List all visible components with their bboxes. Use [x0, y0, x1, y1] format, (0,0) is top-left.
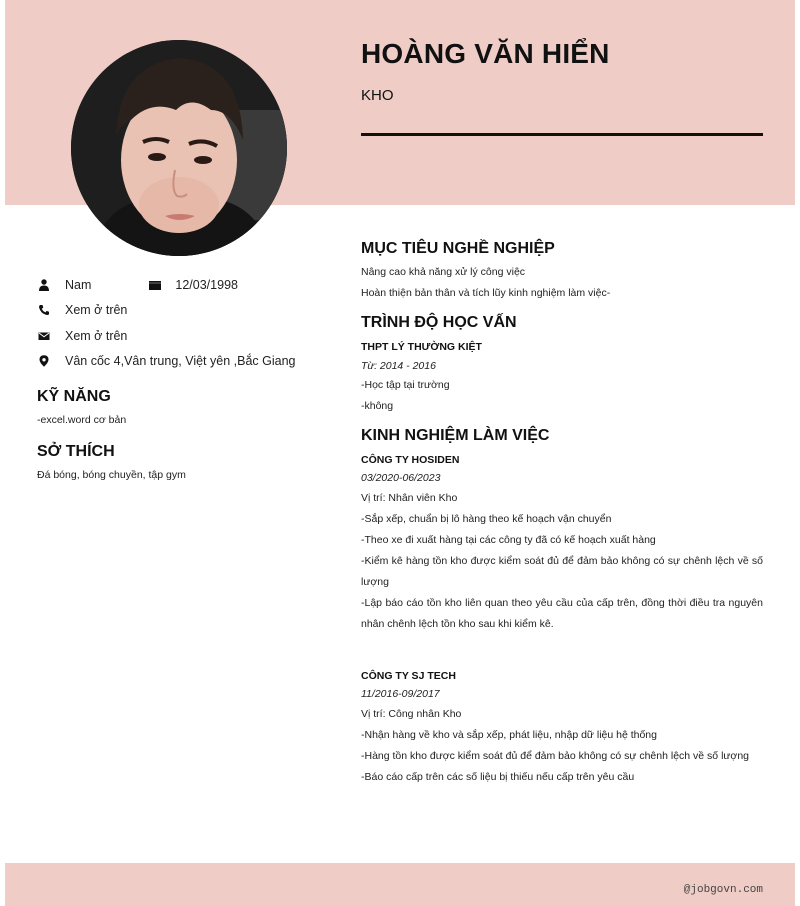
hobbies-body: Đá bóng, bóng chuyền, tập gym [37, 469, 186, 481]
birthday-value: 12/03/1998 [175, 277, 238, 292]
objective-heading: MỤC TIÊU NGHỀ NGHIỆP [361, 240, 555, 257]
location-pin-icon [37, 355, 65, 367]
job-duty: -Hàng tồn kho được kiểm soát đủ để đảm bảo không có sự chênh lệch về số lượng [361, 750, 749, 762]
contact-row-phone [37, 298, 327, 324]
job-period: 03/2020-06/2023 [361, 472, 441, 484]
job-entry [361, 667, 763, 788]
education-section [361, 314, 763, 418]
school-name: THPT LÝ THƯỜNG KIỆT [361, 341, 482, 353]
experience-section [361, 427, 763, 788]
candidate-name: HOÀNG VĂN HIỂN [361, 38, 610, 69]
objective-line: Nâng cao khả năng xử lý công việc [361, 266, 526, 278]
education-line: -Học tập tại trường [361, 379, 450, 391]
job-role: Vị trí: Nhân viên Kho [361, 492, 458, 504]
job-duty: -Nhận hàng về kho và sắp xếp, phát liệu, nhập dữ liệu hệ thống [361, 729, 657, 741]
profile-photo-icon [71, 40, 287, 256]
skills-heading: KỸ NĂNG [37, 388, 111, 405]
job-duty: -Kiểm kê hàng tồn kho được kiểm soát đủ để đảm bảo không có sự chênh lệch về số lượng [361, 555, 763, 588]
objective-section [361, 240, 763, 305]
job-entry [361, 451, 763, 635]
footer-band [5, 863, 795, 906]
contact-row-gender-birthday [37, 272, 327, 298]
avatar [71, 40, 287, 256]
skills-body: -excel.word cơ bản [37, 414, 127, 426]
footer-watermark: @jobgovn.com [683, 884, 763, 896]
user-icon [37, 279, 65, 291]
email-value: Xem ở trên [65, 328, 128, 343]
left-column [37, 272, 327, 481]
education-line: -không [361, 400, 394, 412]
phone-value: Xem ở trên [65, 303, 128, 318]
contact-row-address [37, 349, 327, 375]
job-period: 11/2016-09/2017 [361, 688, 440, 700]
experience-heading: KINH NGHIỆM LÀM VIỆC [361, 427, 550, 444]
mail-icon [37, 330, 65, 342]
contact-row-email [37, 323, 327, 349]
education-heading: TRÌNH ĐỘ HỌC VẤN [361, 314, 517, 331]
job-duty: -Lập báo cáo tồn kho liên quan theo yêu cầu của cấp trên, đồng thời điều tra nguyên nhân chênh lệch tồn kho sau khi kiểm kê. [361, 597, 763, 630]
objective-line: Hoàn thiện bản thân và tích lũy kinh nghiệm làm việc- [361, 287, 611, 299]
header-divider [361, 133, 763, 136]
gender-value: Nam [65, 277, 92, 292]
education-period: Từ: 2014 - 2016 [361, 360, 436, 372]
company-name: CÔNG TY SJ TECH [361, 670, 456, 682]
right-column [361, 240, 763, 788]
job-duty: -Sắp xếp, chuẩn bị lô hàng theo kế hoạch vận chuyển [361, 513, 612, 525]
job-duty: -Theo xe đi xuất hàng tại các công ty đã có kế hoạch xuất hàng [361, 534, 656, 546]
job-role: Vị trí: Công nhân Kho [361, 708, 462, 720]
company-name: CÔNG TY HOSIDEN [361, 454, 460, 466]
calendar-icon [149, 279, 175, 291]
candidate-position: KHO [361, 87, 394, 104]
hobbies-heading: SỞ THÍCH [37, 443, 115, 460]
phone-icon [37, 304, 65, 316]
job-duty: -Báo cáo cấp trên các số liệu bị thiếu nếu cấp trên yêu cầu [361, 771, 635, 783]
address-value: Vân cốc 4,Vân trung, Việt yên ,Bắc Giang [65, 354, 296, 369]
